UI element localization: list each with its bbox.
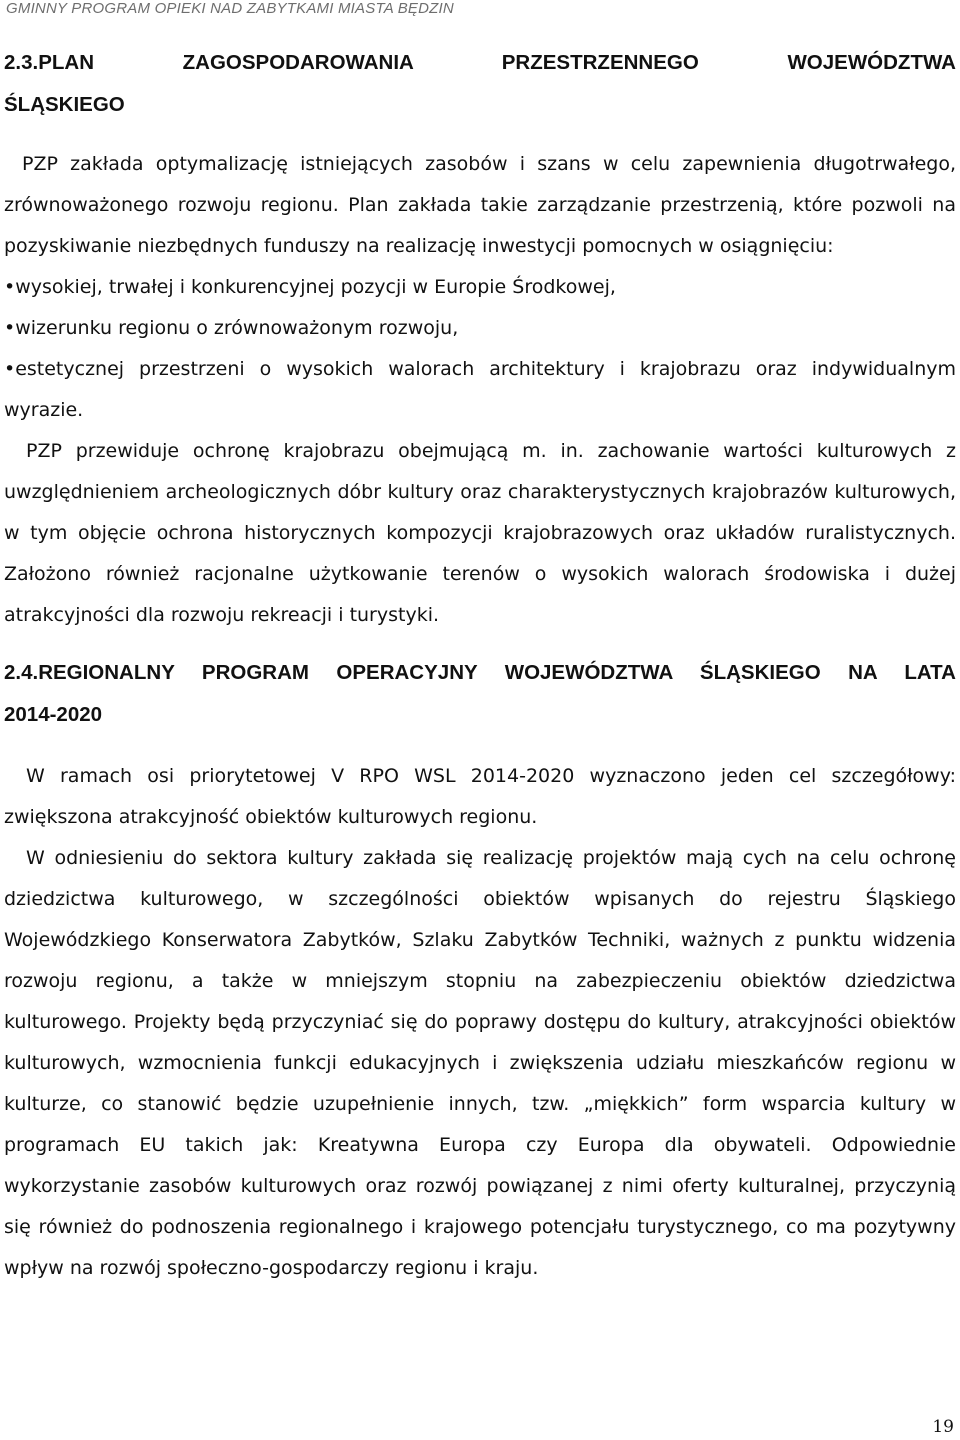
section-heading-line: ŚLĄSKIEGO — [4, 93, 125, 116]
section-heading-line: 2.3.PLAN ZAGOSPODAROWANIA PRZESTRZENNEGO WOJEWÓDZTWA — [4, 51, 956, 74]
section-heading-2-4 — [4, 652, 956, 736]
bullet-item: •wizerunku regionu o zrównoważonym rozwoju, — [4, 317, 459, 339]
page-number: 19 — [932, 1417, 954, 1437]
paragraph: PZP przewiduje ochronę krajobrazu obejmującą m. in. zachowanie wartości kulturowych z uwzględnieniem archeologicznych dóbr kultury oraz charakterystycznych krajobrazów kulturowych, w tym objęcie ochrona historycznych kompozycji krajobrazowych oraz układów ruralistycznych. Założono również racjonalne użytkowanie terenów o wysokich walorach środowiska i dużej atrakcyjności dla rozwoju rekreacji i turystyki. — [4, 440, 956, 626]
section-heading-2-3 — [4, 42, 956, 126]
page-body — [4, 42, 956, 1289]
paragraph: W odniesieniu do sektora kultury zakłada się realizację projektów mają cych na celu ochronę dziedzictwa kulturowego, w szczególności obiektów wpisanych do rejestru Śląskiego Wojewódzkiego Konserwatora Zabytków, Szlaku Zabytków Techniki, ważnych z punktu widzenia rozwoju regionu, a także w mniejszym stopniu na zabezpieczeniu obiektów dziedzictwa kulturowego. Projekty będą przyczyniać się do poprawy dostępu do kultury, atrakcyjności obiektów kulturowych, wzmocnienia funkcji edukacyjnych i zwiększenia udziału mieszkańców regionu w kulturze, co stanowić będzie uzupełnienie innych, tzw. „miękkich” form wsparcia kultury w programach EU takich jak: Kreatywna Europa czy Europa dla obywateli. Odpowiednie wykorzystanie zasobów kulturowych oraz rozwój powiązanej z nimi oferty kulturalnej, przyczynią się również do podnoszenia regionalnego i krajowego potencjału turystycznego, co ma pozytywny wpływ na rozwój społeczno-gospodarczy regionu i kraju. — [4, 847, 956, 1279]
section-heading-line: 2.4.REGIONALNY PROGRAM OPERACYJNY WOJEWÓDZTWA ŚLĄSKIEGO NA LATA — [4, 661, 956, 684]
section-heading-line: 2014-2020 — [4, 703, 103, 726]
paragraph: PZP zakłada optymalizację istniejących zasobów i szans w celu zapewnienia długotrwałego, zrównoważonego rozwoju regionu. Plan zakłada takie zarządzanie przestrzenią, które pozwoli na pozyskiwanie niezbędnych funduszy na realizację inwestycji pomocnych w osiągnięciu: — [4, 153, 956, 257]
bullet-item: •estetycznej przestrzeni o wysokich walorach architektury i krajobrazu oraz indywidualnym wyrazie. — [4, 358, 956, 421]
running-header: GMINNY PROGRAM OPIEKI NAD ZABYTKAMI MIASTA BĘDZIN — [6, 0, 454, 17]
paragraph: W ramach osi priorytetowej V RPO WSL 2014-2020 wyznaczono jeden cel szczegółowy: zwiększona atrakcyjność obiektów kulturowych regionu. — [4, 765, 956, 828]
bullet-item: •wysokiej, trwałej i konkurencyjnej pozycji w Europie Środkowej, — [4, 276, 616, 298]
